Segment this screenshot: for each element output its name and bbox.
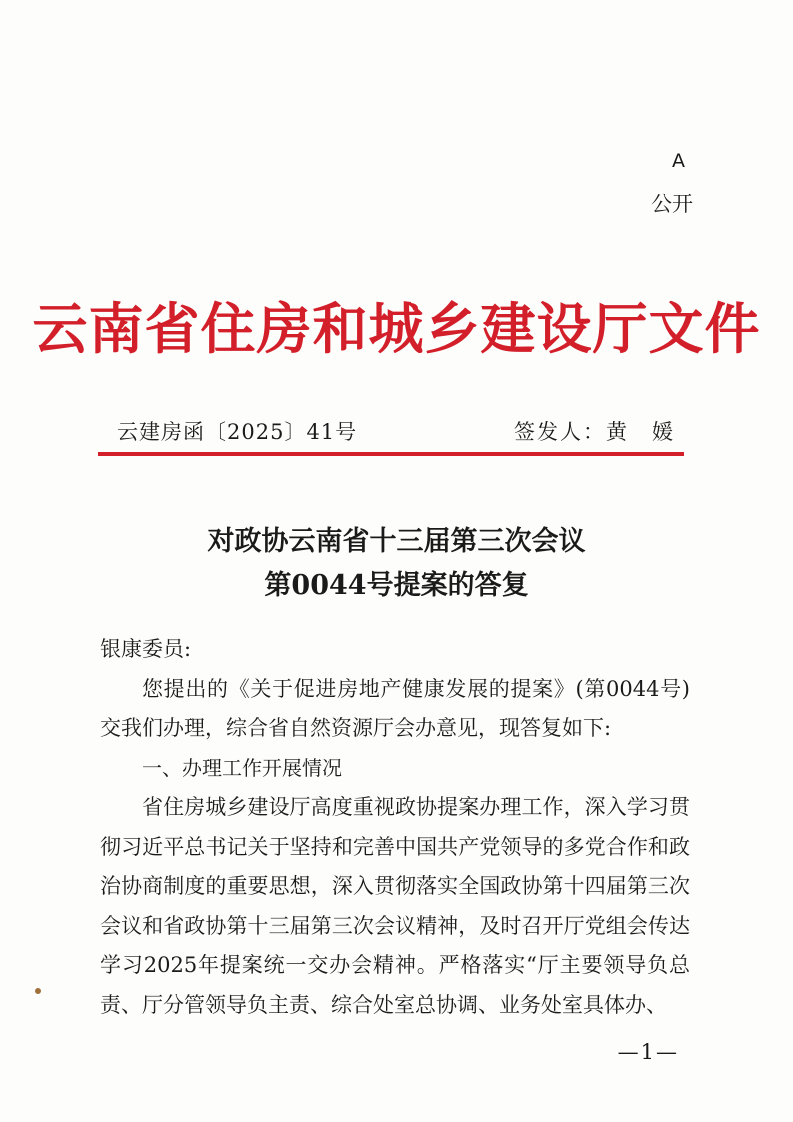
paragraph-1: 您提出的《关于促进房地产健康发展的提案》(第0044号)交我们办理，综合省自然资源厅会办意见，现答复如下: <box>100 676 690 740</box>
signer: 签发人：黄 媛 <box>514 420 675 444</box>
salutation: 银康委员: <box>100 637 192 661</box>
page-number: —1— <box>617 1040 679 1064</box>
red-separator-line <box>98 452 684 456</box>
paragraph-2: 省住房城乡建设厅高度重视政协提案办理工作，深入学习贯彻习近平总书记关于坚持和完善中国共产党领导的多党合作和政治协商制度的重要思想，深入贯彻落实全国政协第十四届第三次会议和省政协第十三届第三次会议精神，及时召开厅党组会传达学习2025年提案统一交办会精神。严格落实“厅主要领导负总责、厅分管领导负主责、综合处室总协调、业务处室具体办、 <box>100 795 690 1017</box>
title-line-2: 第0044号提案的答复 <box>264 570 529 601</box>
grade-mark: A <box>672 150 685 172</box>
organization-header: 云南省住房和城乡建设厅文件 <box>32 297 761 361</box>
document-number: 云建房函〔2025〕41号 <box>117 420 358 444</box>
openness-mark: 公开 <box>651 192 693 216</box>
document-body <box>100 630 690 1025</box>
document-title <box>0 520 793 608</box>
scan-speck <box>35 988 41 994</box>
title-line-1: 对政协云南省十三届第三次会议 <box>207 526 586 557</box>
section-heading-1: 一、办理工作开展情况 <box>142 755 342 780</box>
